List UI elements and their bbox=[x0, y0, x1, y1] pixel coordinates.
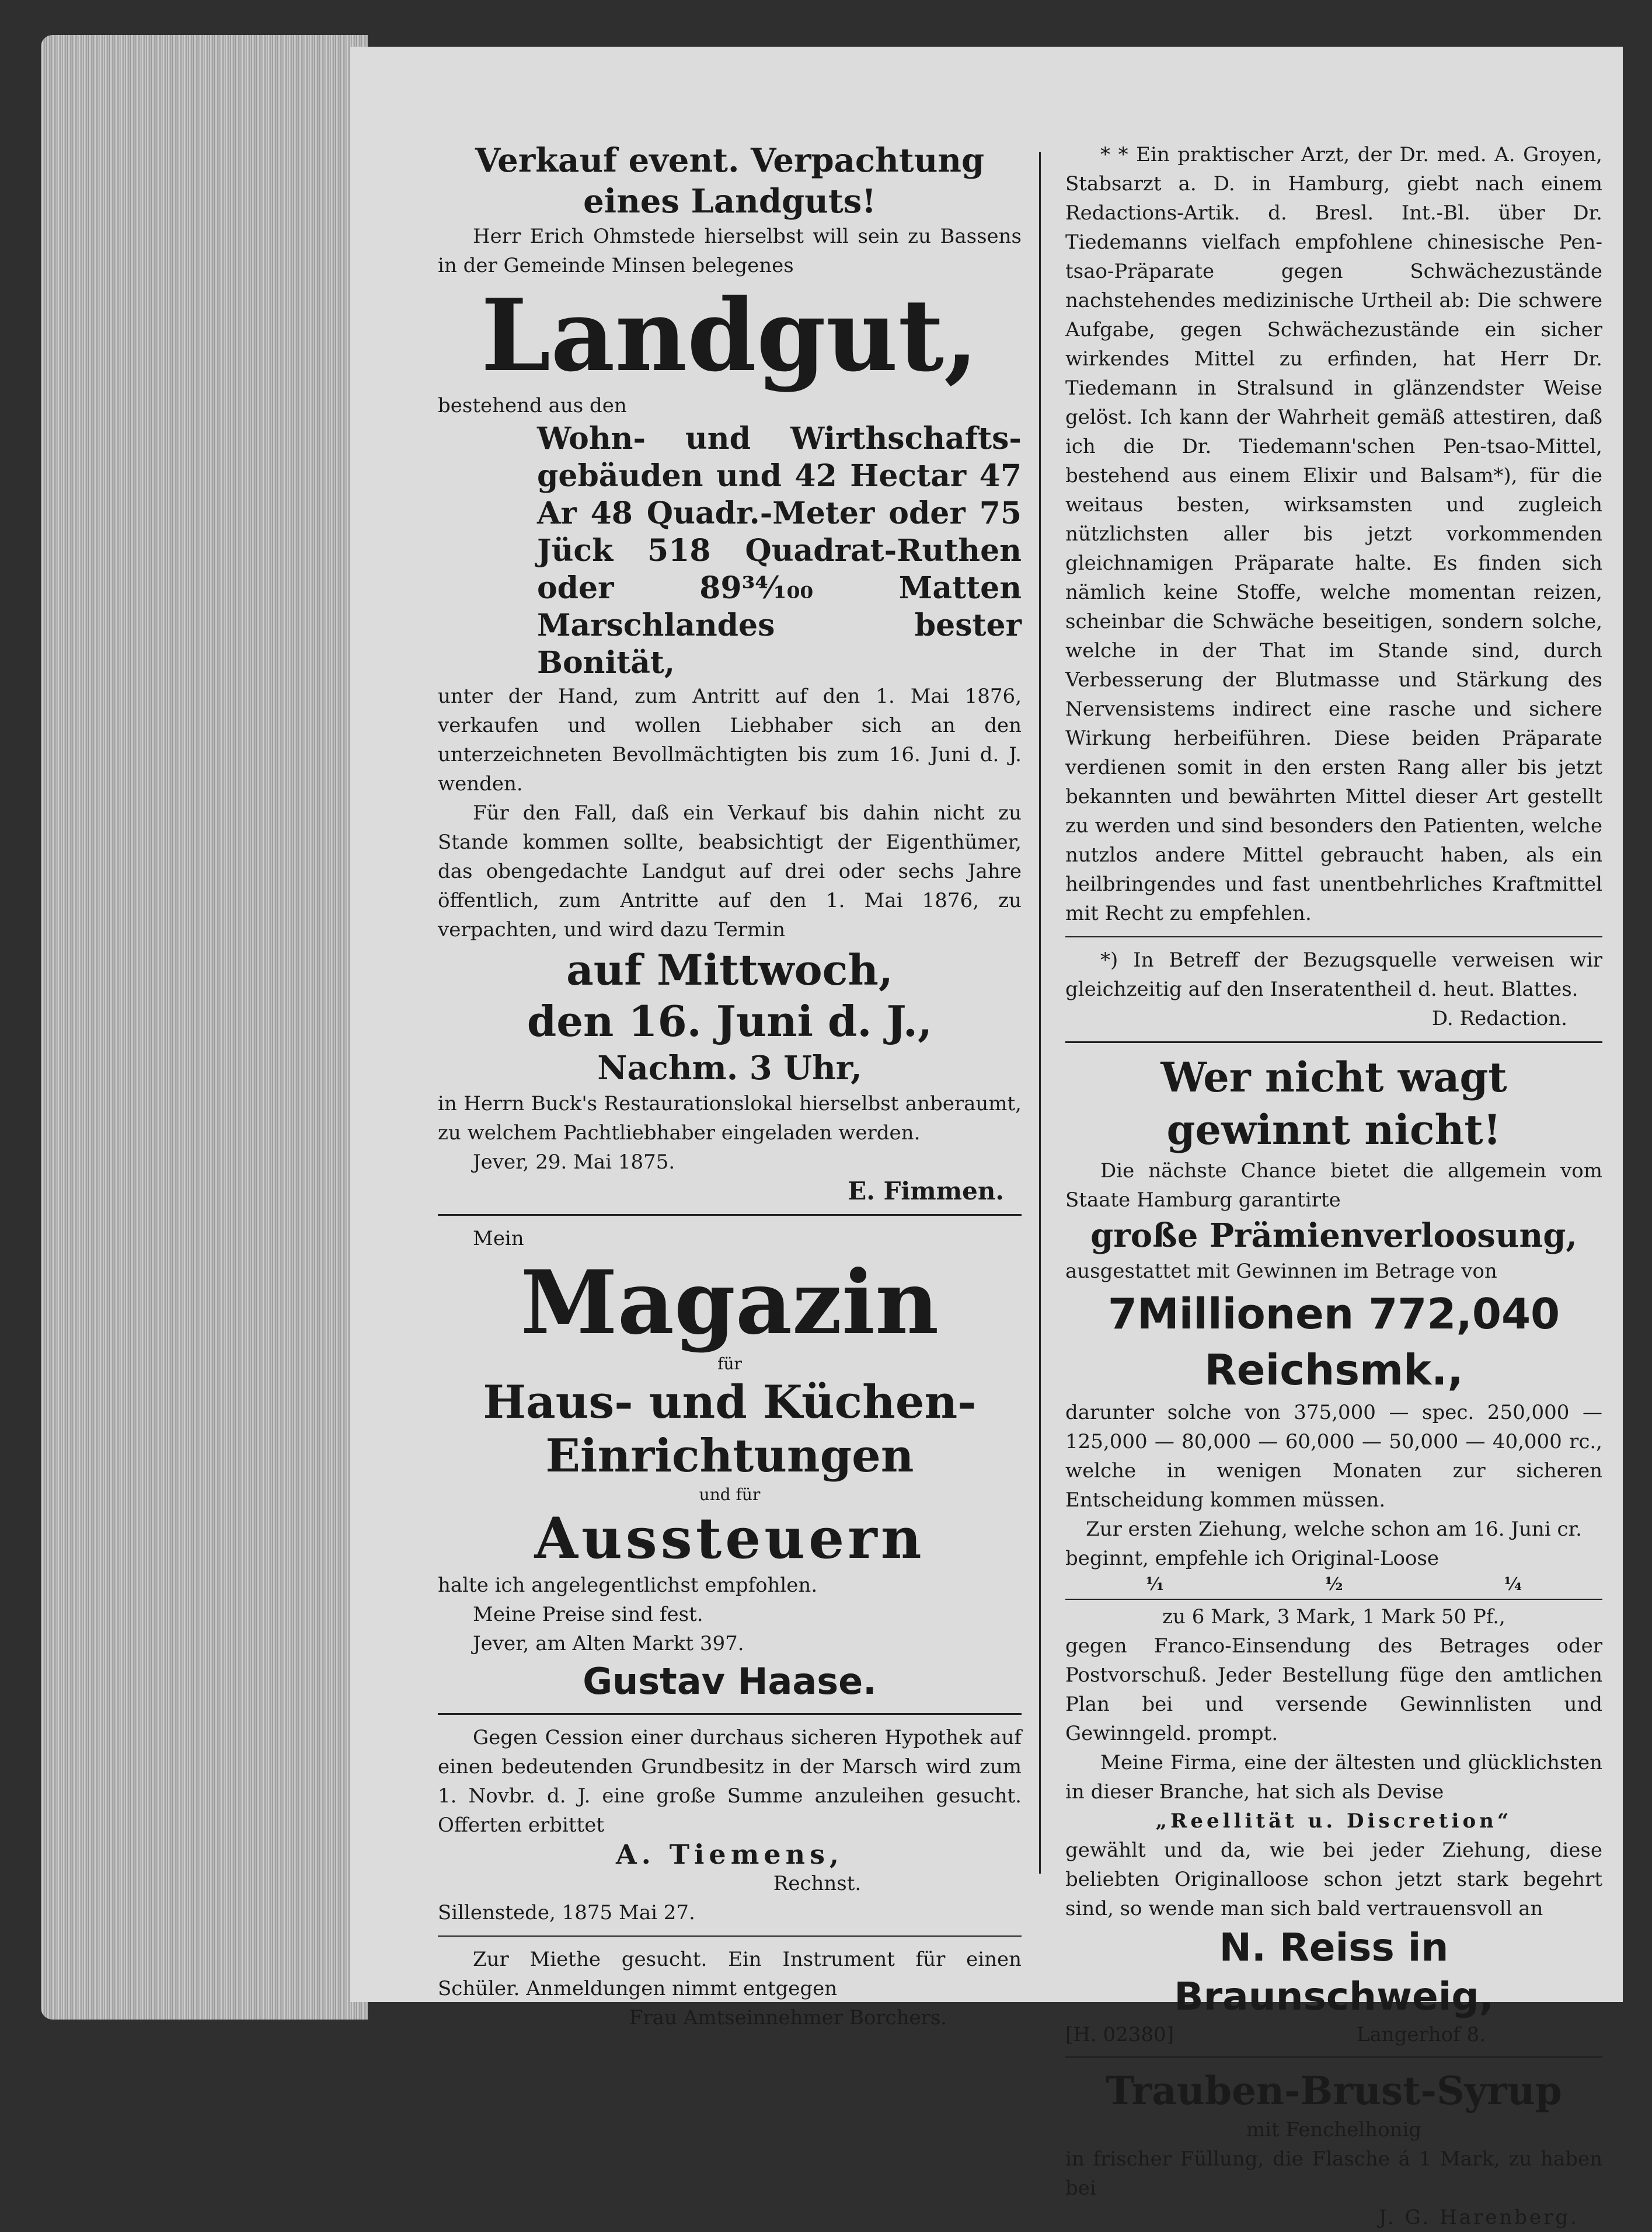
syrup-ad bbox=[1065, 2066, 1602, 2232]
miethe-ad bbox=[438, 1945, 1022, 2032]
medical-article bbox=[1065, 140, 1602, 1033]
lottery-ref-code: [H. 02380] bbox=[1065, 2023, 1174, 2046]
landgut-date-2: den 16. Juni d. J., bbox=[527, 996, 933, 1046]
lottery-fraction-quarter: ¹⁄₄ bbox=[1503, 1574, 1522, 1595]
medical-article-footnote: *) In Betreff der Bezugsquelle verweisen wir gleichzeitig auf den Inseratentheil d. heut. Blattes. bbox=[1065, 948, 1602, 1001]
syrup-signature: J. G. Harenberg. bbox=[1378, 2206, 1579, 2229]
hypothek-place: Sillenstede, 1875 Mai 27. bbox=[438, 1901, 695, 1924]
rule bbox=[1065, 1041, 1602, 1043]
lottery-para-5: beginnt, empfehle ich Original-Loose bbox=[1065, 1547, 1440, 1570]
magazin-haus: Haus- und Küchen- bbox=[483, 1376, 977, 1429]
lottery-address: Langerhof 8. bbox=[1356, 2023, 1486, 2046]
lottery-para-3: darunter solche von 375,000 — spec. 250,000 — 125,000 — 80,000 — 60,000 — 50,000 — 40,000 rc., welche in wenigen Monaten zur sicheren Entscheidung kommen müssen. bbox=[1065, 1401, 1602, 1512]
landgut-consisting: bestehend aus den bbox=[438, 394, 627, 417]
landgut-details: Wohn- und Wirthschafts-gebäuden und 42 Hectar 47 Ar 48 Quadr.-Meter oder 75 Jück 518 Quadrat-Ruthen oder 89³⁴⁄₁₀₀ Matten Marschlandes bester Bonität, bbox=[537, 421, 1022, 681]
rule bbox=[438, 1214, 1022, 1216]
magazin-ad bbox=[438, 1224, 1022, 1705]
miethe-signature: Frau Amtseinnehmer Borchers. bbox=[629, 2006, 947, 2029]
column-divider bbox=[1039, 152, 1041, 1874]
medical-article-footnote-signature: D. Redaction. bbox=[1431, 1007, 1567, 1030]
rule bbox=[1065, 2056, 1602, 2058]
lottery-fraction-half: ¹⁄₂ bbox=[1325, 1574, 1343, 1595]
lottery-fractions bbox=[1065, 1573, 1602, 1596]
hypothek-ad bbox=[438, 1723, 1022, 1927]
lottery-fraction-whole: ¹⁄₁ bbox=[1145, 1574, 1164, 1595]
magazin-headline: Magazin bbox=[520, 1251, 939, 1354]
landgut-ad bbox=[438, 140, 1022, 1206]
landgut-date-1: auf Mittwoch, bbox=[566, 945, 893, 995]
magazin-fuer: für bbox=[717, 1354, 742, 1373]
syrup-text: in frischer Füllung, die Flasche á 1 Mark, zu haben bei bbox=[1065, 2147, 1602, 2200]
lottery-para-1: Die nächste Chance bietet die allgemein vom Staate Hamburg garantirte bbox=[1065, 1159, 1602, 1212]
magazin-und-fuer: und für bbox=[699, 1485, 761, 1504]
syrup-subheadline: mit Fenchelhonig bbox=[1246, 2118, 1422, 2142]
miethe-text: Zur Miethe gesucht. Ein Instrument für einen Schüler. Anmeldungen nimmt entgegen bbox=[438, 1948, 1022, 2000]
landgut-place-date: Jever, 29. Mai 1875. bbox=[473, 1150, 675, 1174]
magazin-mein: Mein bbox=[473, 1227, 524, 1250]
newspaper-page bbox=[350, 47, 1623, 2229]
lottery-para-8: gewählt und da, wie bei jeder Ziehung, diese beliebten Originalloose schon jetzt stark begehrt sind, so wende man sich bald vertrauensvoll an bbox=[1065, 1839, 1602, 1920]
landgut-para-1: unter der Hand, zum Antritt auf den 1. Mai 1876, verkaufen und wollen Liebhaber sich an den unterzeichneten Bevollmächtigten bis zum 16. Juni d. J. wenden. bbox=[438, 685, 1022, 796]
magazin-aussteuern: Aussteuern bbox=[534, 1505, 925, 1571]
lottery-amount: 7Millionen 772,040 Reichsmk., bbox=[1107, 1289, 1560, 1394]
lottery-para-2: ausgestattet mit Gewinnen im Betrage von bbox=[1065, 1260, 1497, 1283]
landgut-para-3: in Herrn Buck's Restaurationslokal hierselbst anberaumt, zu welchem Pachtliebhaber eingeladen werden. bbox=[438, 1092, 1022, 1145]
rule bbox=[438, 1935, 1022, 1937]
book-page-edges bbox=[41, 35, 368, 2020]
landgut-headline: Landgut, bbox=[480, 277, 979, 394]
landgut-signature: E. Fimmen. bbox=[848, 1177, 1004, 1205]
magazin-signature: Gustav Haase. bbox=[583, 1660, 877, 1703]
landgut-ad-title: Verkauf event. Verpachtung eines Landguts! bbox=[475, 141, 985, 221]
lottery-subheadline: große Prämienverloosung, bbox=[1090, 1216, 1577, 1255]
magazin-para-2: Meine Preise sind fest. bbox=[473, 1603, 703, 1626]
medical-article-text: * * Ein praktischer Arzt, der Dr. med. A. Groyen, Stabsarzt a. D. in Hamburg, giebt nach einem Redactions-Artik. d. Bresl. Int.-Bl. über Dr. Tiedemanns vielfach empfohlene chinesische Pen-tsao-Präparate gegen Schwächezustände nachstehendes medizinische Urtheil ab: Die schwere Aufgabe, gegen Schwächezustände ein sicher wirkendes Mittel zu erfinden, hat Herr Dr. Tiedemann in Stralsund in glänzendster Weise gelöst. Ich kann der Wahrheit gemäß attestiren, daß ich die Dr. Tiedemann'schen Pen-tsao-Mittel, bestehend aus einem Elixir und Balsam*), für die weitaus besten, wirksamsten und zugleich nützlichsten aller bis jetzt vorkommenden gleichnamigen Präparate halte. Es finden sich nämlich keine Stoffe, welche momentan reizen, scheinbar die Schwäche beseitigen, sondern solche, welche in der That im Stande sind, durch Verbesserung der Blutmasse und Stärkung des Nervensistems indirect eine rasche und sichere Wirkung herbeiführen. Diese beiden Präparate verdienen somit in den ersten Rang aller bis jetzt bekannten und bewährten Mittel dieser Art gestellt zu werden und sind besonders den Patienten, welche nutzlos andere Mittel gebraucht haben, als ein heilbringendes und fast unentbehrliches Kraftmittel mit Recht zu empfehlen. bbox=[1065, 143, 1602, 925]
rule bbox=[1065, 936, 1602, 937]
lottery-para-7: Meine Firma, eine der ältesten und glücklichsten in dieser Branche, hat sich als Devise bbox=[1065, 1751, 1602, 1804]
hypothek-text: Gegen Cession einer durchaus sicheren Hypothek auf einen bedeutenden Grundbesitz in der Marsch wird zum 1. Novbr. d. J. eine große Summe anzuleihen gesucht. Offerten erbittet bbox=[438, 1726, 1022, 1837]
syrup-headline: Trauben-Brust-Syrup bbox=[1106, 2068, 1562, 2114]
rule bbox=[438, 1713, 1022, 1715]
hypothek-signature: A. Tiemens, bbox=[616, 1839, 844, 1870]
left-column bbox=[438, 140, 1022, 2032]
lottery-ad bbox=[1065, 1051, 1602, 2048]
lottery-para-6: gegen Franco-Einsendung des Betrages oder Postvorschuß. Jeder Bestellung füge den amtlichen Plan bei und versende Gewinnlisten und Gewinngeld. prompt. bbox=[1065, 1634, 1602, 1745]
magazin-para-1: halte ich angelegentlichst empfohlen. bbox=[438, 1574, 818, 1597]
lottery-reference-line bbox=[1065, 2021, 1602, 2048]
lottery-para-4: Zur ersten Ziehung, welche schon am 16. Juni cr. bbox=[1086, 1518, 1582, 1541]
landgut-ad-intro: Herr Erich Ohmstede hierselbst will sein zu Bassens in der Gemeinde Minsen belegenes bbox=[438, 225, 1022, 277]
lottery-prices: zu 6 Mark, 3 Mark, 1 Mark 50 Pf., bbox=[1162, 1605, 1505, 1628]
landgut-para-2: Für den Fall, daß ein Verkauf bis dahin nicht zu Stande kommen sollte, beabsichtigt der Eigenthümer, das obengedachte Landgut auf drei oder sechs Jahre öffentlich, zum Antritte auf den 1. Mai 1876, zu verpachten, und wird dazu Termin bbox=[438, 801, 1022, 941]
lottery-signature: N. Reiss in Braunschweig, bbox=[1174, 1925, 1494, 2019]
hypothek-title: Rechnst. bbox=[773, 1872, 862, 1895]
lottery-motto: „Reellität u. Discretion“ bbox=[1155, 1809, 1512, 1833]
magazin-para-3: Jever, am Alten Markt 397. bbox=[473, 1632, 744, 1655]
magazin-einrichtungen: Einrichtungen bbox=[545, 1429, 914, 1483]
right-column bbox=[1065, 140, 1602, 2232]
landgut-time: Nachm. 3 Uhr, bbox=[597, 1049, 862, 1087]
rule bbox=[1065, 1599, 1602, 1600]
lottery-headline: Wer nicht wagt gewinnt nicht! bbox=[1160, 1053, 1507, 1154]
